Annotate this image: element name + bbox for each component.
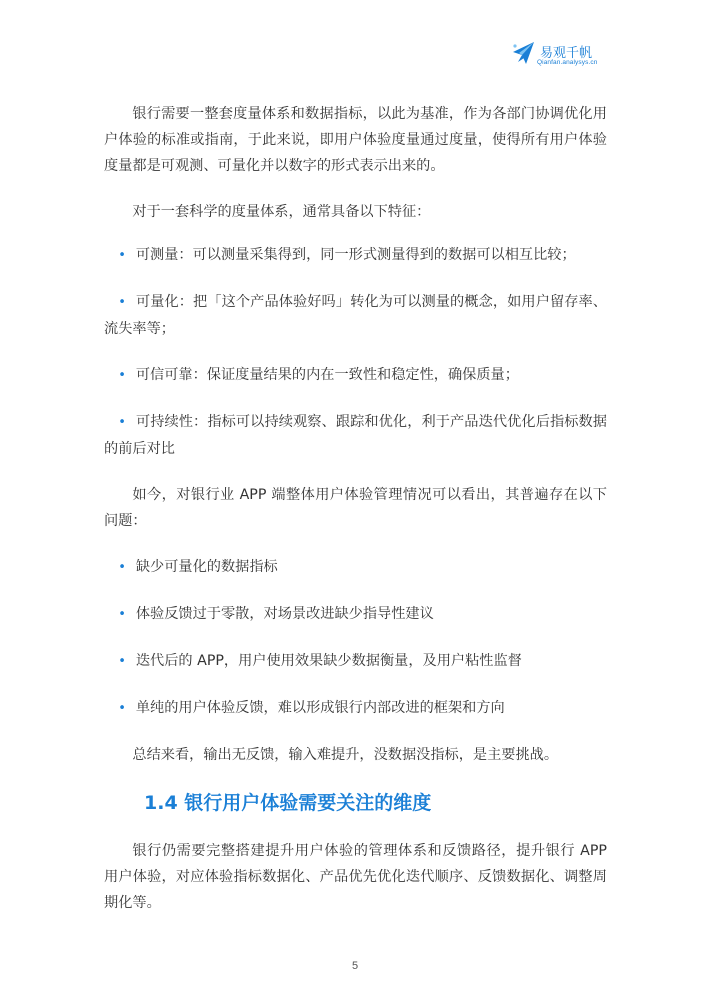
logo-name: 易观千帆 (540, 46, 593, 61)
summary-paragraph: 总结来看，输出无反馈，输入难提升，没数据没指标，是主要挑战。 (132, 747, 559, 763)
bullet-icon: • (118, 295, 126, 310)
problem-item-3: 迭代后的 APP，用户使用效果缺少数据衡量，及用户粘性监督 (135, 653, 522, 669)
paper-plane-icon (510, 38, 538, 68)
feature-item-1: 可测量：可以测量采集得到，同一形式测量得到的数据可以相互比较； (135, 247, 576, 263)
feature-item-4: 可持续性：指标可以持续观察、跟踪和优化，利于产品迭代优化后指标数据的前后对比 (104, 414, 607, 457)
section-heading: 1.4 银行用户体验需要关注的维度 (144, 792, 432, 814)
page-number: 5 (351, 960, 359, 972)
list-item (104, 601, 607, 628)
bullet-icon: • (118, 560, 126, 575)
problem-item-2: 体验反馈过于零散，对场景改进缺少指导性建议 (135, 606, 434, 622)
problem-item-4: 单纯的用户体验反馈，难以形成银行内部改进的框架和方向 (135, 700, 505, 716)
list-item (104, 554, 607, 581)
document-body (104, 98, 607, 916)
brand-logo (510, 38, 620, 72)
bullet-icon: • (118, 368, 126, 383)
list-item (104, 242, 607, 269)
list-item (104, 409, 607, 462)
feature-item-2: 可量化：把「这个产品体验好吗」转化为可以测量的概念，如用户留存率、流失率等； (104, 294, 607, 337)
list-item (104, 289, 607, 342)
bullet-icon: • (118, 415, 126, 430)
list-item (104, 648, 607, 675)
bullet-icon: • (118, 654, 126, 669)
section-paragraph: 银行仍需要完整搭建提升用户体验的管理体系和反馈路径，提升银行 APP 用户体验，对应体验指标数据化、产品优先优化迭代顺序、反馈数据化、调整周期化等。 (104, 843, 607, 911)
logo-url: Qianfan.analysys.cn (537, 59, 598, 66)
bullet-icon: • (118, 701, 126, 716)
problems-intro: 如今，对银行业 APP 端整体用户体验管理情况可以看出，其普遍存在以下问题： (104, 487, 607, 529)
intro-paragraph: 银行需要一整套度量体系和数据指标，以此为基准，作为各部门协调优化用户体验的标准或指南，于此来说，即用户体验度量通过度量，使得所有用户体验度量都是可观测、可量化并以数字的形式表示出来的。 (104, 106, 607, 174)
bullet-icon: • (118, 248, 126, 263)
feature-item-3: 可信可靠：保证度量结果的内在一致性和稳定性，确保质量； (135, 367, 519, 383)
problem-item-1: 缺少可量化的数据指标 (135, 559, 278, 575)
bullet-icon: • (118, 607, 126, 622)
features-intro: 对于一套科学的度量体系，通常具备以下特征： (132, 204, 431, 220)
list-item (104, 362, 607, 389)
list-item (104, 695, 607, 722)
